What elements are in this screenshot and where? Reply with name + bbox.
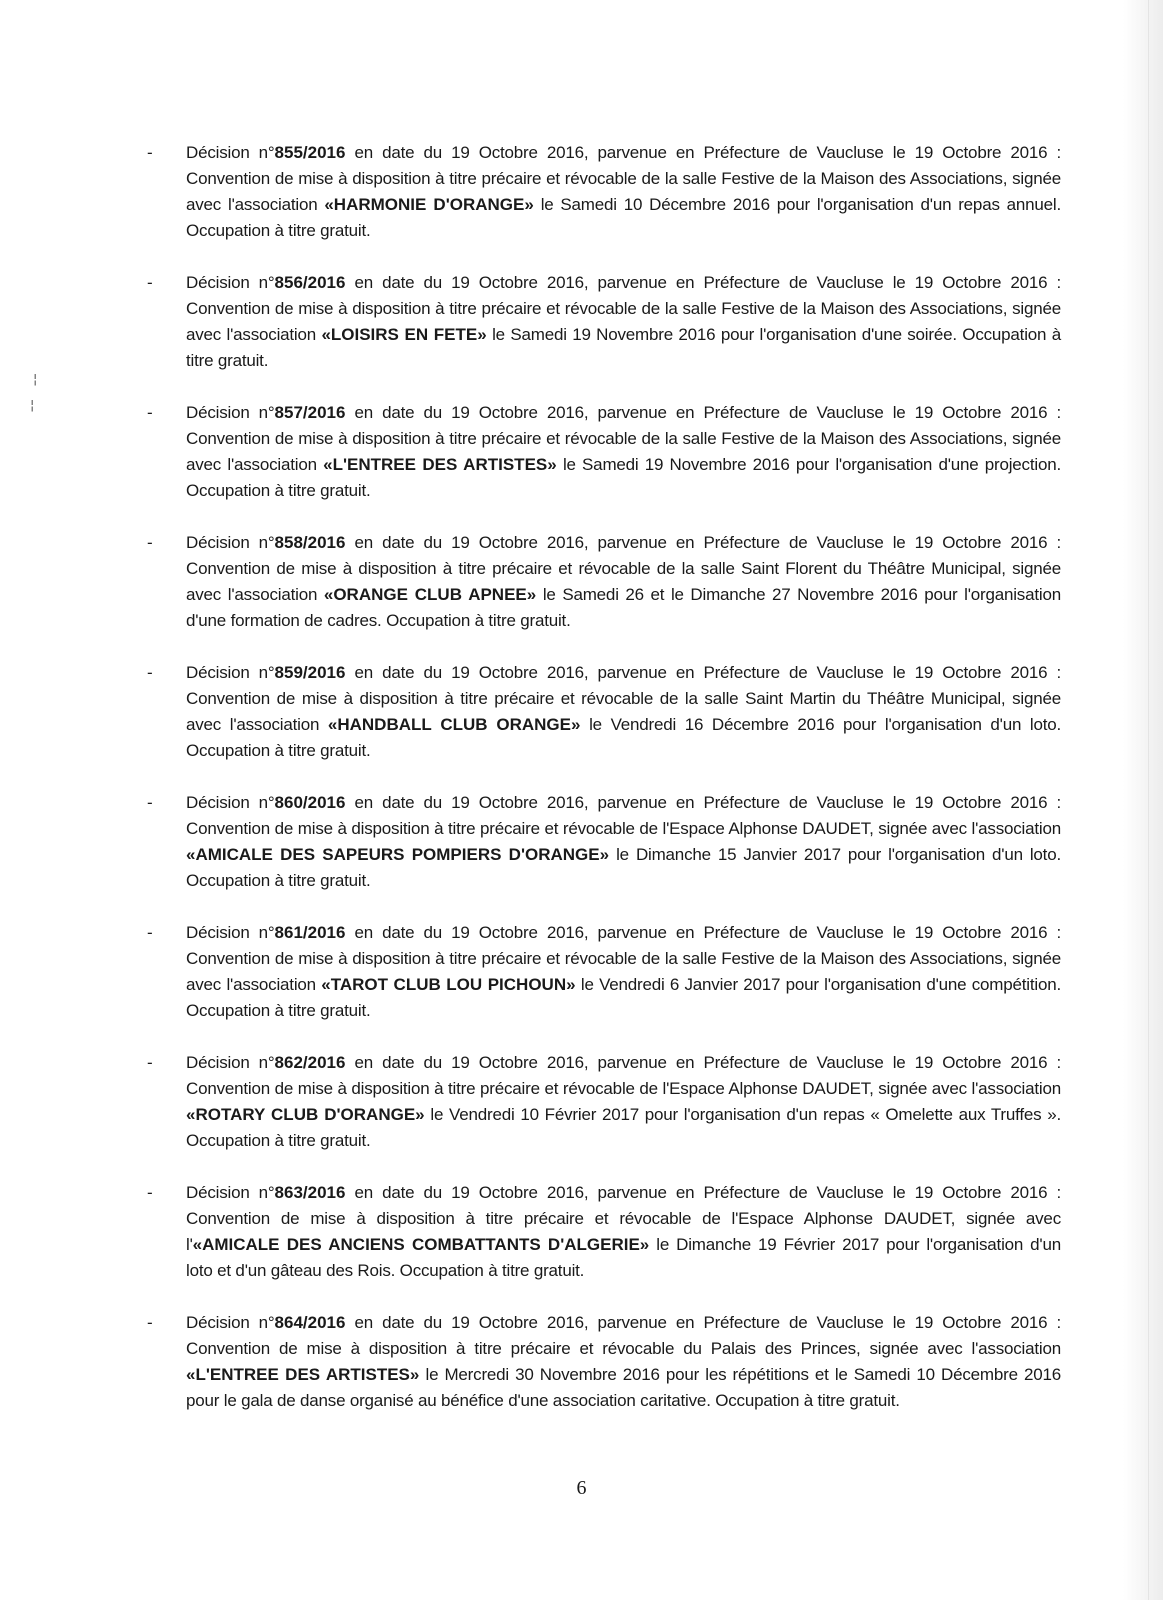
decision-number: 857/2016 — [274, 403, 346, 422]
association-name: «AMICALE DES SAPEURS POMPIERS D'ORANGE» — [186, 845, 610, 864]
margin-mark: ¦ — [30, 398, 35, 413]
decision-item — [145, 1050, 1061, 1154]
association-name: «HANDBALL CLUB ORANGE» — [327, 715, 581, 734]
list-dash: - — [147, 663, 153, 682]
decision-tail: le Vendredi 16 Décembre 2016 pour l'organisation d'un loto. Occupation à titre gratuit. — [186, 715, 1061, 760]
list-dash: - — [147, 1053, 153, 1072]
association-name: «AMICALE DES ANCIENS COMBATTANTS D'ALGERIE» — [192, 1235, 650, 1254]
decision-number: 860/2016 — [274, 793, 346, 812]
decision-body: en date du 19 Octobre 2016, parvenue en Préfecture de Vaucluse le 19 Octobre 2016 : Convention de mise à disposition à titre précaire et révocable de la salle Festive de la Maison des Associations, signée avec l'association — [186, 403, 1061, 474]
list-dash: - — [147, 273, 153, 292]
decision-tail: le Dimanche 15 Janvier 2017 pour l'organisation d'un loto. Occupation à titre gratuit. — [186, 845, 1061, 890]
page-number: 6 — [576, 1477, 587, 1499]
decision-item — [145, 1310, 1061, 1414]
decision-body: en date du 19 Octobre 2016, parvenue en Préfecture de Vaucluse le 19 Octobre 2016 : Convention de mise à disposition à titre précaire et révocable de l'Espace Alphonse DAUDET, signée avec l'association — [186, 793, 1061, 838]
decision-prefix: Décision n° — [186, 1313, 275, 1332]
decision-number: 858/2016 — [274, 533, 346, 552]
decision-number: 862/2016 — [274, 1053, 346, 1072]
decision-prefix: Décision n° — [186, 533, 275, 552]
decision-item — [145, 1180, 1061, 1284]
decision-body: en date du 19 Octobre 2016, parvenue en Préfecture de Vaucluse le 19 Octobre 2016 : Convention de mise à disposition à titre précaire et révocable de la salle Festive de la Maison des Associations, signée avec l'association — [186, 143, 1061, 214]
decision-prefix: Décision n° — [186, 663, 275, 682]
decision-tail: le Vendredi 10 Février 2017 pour l'organisation d'un repas « Omelette aux Truffes ». Occupation à titre gratuit. — [186, 1105, 1061, 1150]
decision-list — [145, 140, 1061, 1440]
decision-tail: le Samedi 10 Décembre 2016 pour l'organisation d'un repas annuel. Occupation à titre gratuit. — [186, 195, 1061, 240]
decision-body: en date du 19 Octobre 2016, parvenue en Préfecture de Vaucluse le 19 Octobre 2016 : Convention de mise à disposition à titre précaire et révocable de la salle Festive de la Maison des Associations, signée avec l'association — [186, 273, 1061, 344]
list-dash: - — [147, 533, 153, 552]
list-dash: - — [147, 1313, 153, 1332]
decision-item — [145, 400, 1061, 504]
association-name: «LOISIRS EN FETE» — [321, 325, 487, 344]
decision-number: 864/2016 — [274, 1313, 346, 1332]
decision-tail: le Vendredi 6 Janvier 2017 pour l'organisation d'une compétition. Occupation à titre gratuit. — [186, 975, 1061, 1020]
association-name: «ORANGE CLUB APNEE» — [323, 585, 537, 604]
decision-item — [145, 530, 1061, 634]
decision-prefix: Décision n° — [186, 143, 275, 162]
decision-item — [145, 790, 1061, 894]
decision-number: 856/2016 — [274, 273, 346, 292]
decision-tail: le Samedi 19 Novembre 2016 pour l'organisation d'une soirée. Occupation à titre gratuit. — [186, 325, 1061, 370]
list-dash: - — [147, 793, 153, 812]
decision-prefix: Décision n° — [186, 923, 275, 942]
decision-prefix: Décision n° — [186, 273, 275, 292]
decision-prefix: Décision n° — [186, 1183, 275, 1202]
decision-body: en date du 19 Octobre 2016, parvenue en Préfecture de Vaucluse le 19 Octobre 2016 : Convention de mise à disposition à titre précaire et révocable de l'Espace Alphonse DAUDET, signée avec l'association — [186, 1053, 1061, 1098]
margin-mark: ¦ — [33, 372, 38, 387]
decision-prefix: Décision n° — [186, 793, 275, 812]
list-dash: - — [147, 923, 153, 942]
decision-tail: le Samedi 26 et le Dimanche 27 Novembre 2016 pour l'organisation d'une formation de cadres. Occupation à titre gratuit. — [186, 585, 1061, 630]
decision-number: 861/2016 — [274, 923, 346, 942]
list-dash: - — [147, 143, 153, 162]
decision-number: 855/2016 — [274, 143, 346, 162]
association-name: «L'ENTREE DES ARTISTES» — [323, 455, 557, 474]
decision-item — [145, 920, 1061, 1024]
decision-item — [145, 660, 1061, 764]
decision-prefix: Décision n° — [186, 1053, 275, 1072]
decision-tail: le Dimanche 19 Février 2017 pour l'organisation d'un loto et d'un gâteau des Rois. Occupation à titre gratuit. — [186, 1235, 1061, 1280]
decision-item — [145, 140, 1061, 244]
decision-body: en date du 19 Octobre 2016, parvenue en Préfecture de Vaucluse le 19 Octobre 2016 : Convention de mise à disposition à titre précaire et révocable de la salle Saint Florent du Théâtre Municipal, signée avec l'association — [186, 533, 1061, 604]
decision-number: 863/2016 — [274, 1183, 346, 1202]
decision-item — [145, 270, 1061, 374]
decision-prefix: Décision n° — [186, 403, 275, 422]
list-dash: - — [147, 403, 153, 422]
decision-body: en date du 19 Octobre 2016, parvenue en Préfecture de Vaucluse le 19 Octobre 2016 : Convention de mise à disposition à titre précaire et révocable de l'Espace Alphonse DAUDET, signée avec l' — [186, 1183, 1061, 1254]
decision-body: en date du 19 Octobre 2016, parvenue en Préfecture de Vaucluse le 19 Octobre 2016 : Convention de mise à disposition à titre précaire et révocable de la salle Saint Martin du Théâtre Municipal, signée avec l'association — [186, 663, 1061, 734]
decision-tail: le Samedi 19 Novembre 2016 pour l'organisation d'une projection. Occupation à titre gratuit. — [186, 455, 1061, 500]
association-name: «HARMONIE D'ORANGE» — [324, 195, 534, 214]
decision-body: en date du 19 Octobre 2016, parvenue en Préfecture de Vaucluse le 19 Octobre 2016 : Convention de mise à disposition à titre précaire et révocable du Palais des Princes, signée avec l'association — [186, 1313, 1061, 1358]
decision-number: 859/2016 — [274, 663, 346, 682]
decision-body: en date du 19 Octobre 2016, parvenue en Préfecture de Vaucluse le 19 Octobre 2016 : Convention de mise à disposition à titre précaire et révocable de la salle Festive de la Maison des Associations, signée avec l'association — [186, 923, 1061, 994]
scan-edge-line — [1148, 0, 1149, 1600]
decision-tail: le Mercredi 30 Novembre 2016 pour les répétitions et le Samedi 10 Décembre 2016 pour le gala de danse organisé au bénéfice d'une association caritative. Occupation à titre gratuit. — [186, 1365, 1061, 1410]
association-name: «TAROT CLUB LOU PICHOUN» — [321, 975, 576, 994]
scan-edge-shadow — [1123, 0, 1163, 1600]
association-name: «ROTARY CLUB D'ORANGE» — [186, 1105, 425, 1124]
association-name: «L'ENTREE DES ARTISTES» — [186, 1365, 420, 1384]
list-dash: - — [147, 1183, 153, 1202]
